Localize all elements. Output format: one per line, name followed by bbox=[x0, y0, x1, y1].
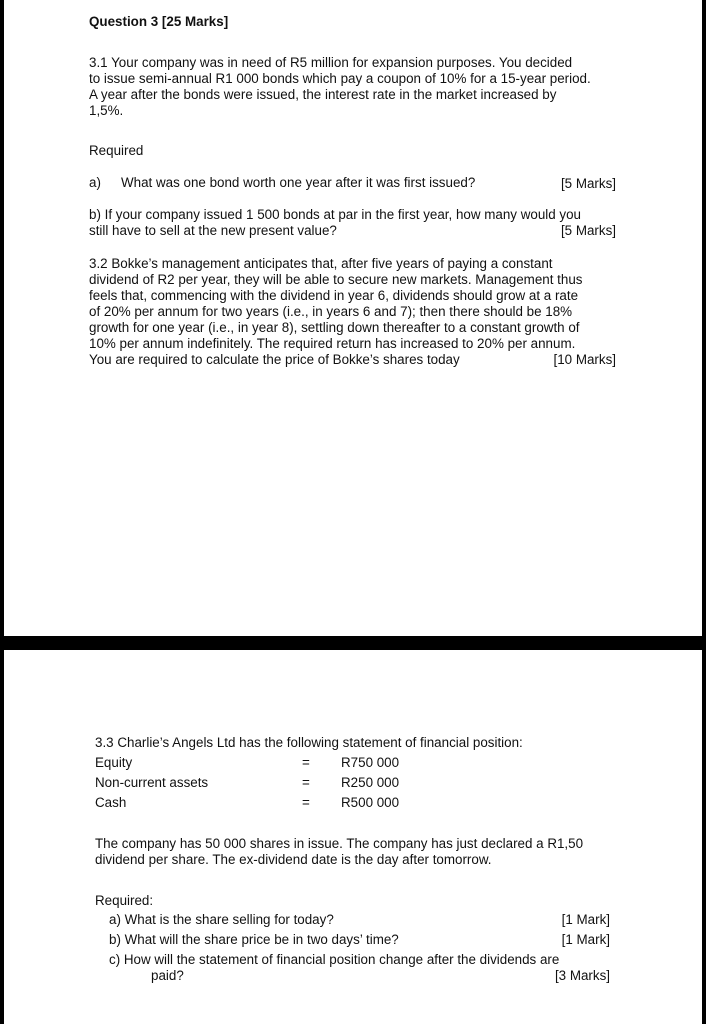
q32-text: 3.2 Bokke’s management anticipates that, after five years of paying a constant dividend of R2 per year, they will be able to secure new markets. Management thus feels that, commencing with the dividend in year 6, dividends should grow at a rate of 20% per annum for two years (i.e., in years 6 and 7); then there should be 18% growth for one year (i.e., in year 8), settling down thereafter to a constant growth of 10% per annum indefinitely. The required return has increased to 20% per annum. bbox=[89, 256, 583, 351]
fp-row-eq: = bbox=[302, 755, 310, 770]
fp-row-value: R750 000 bbox=[341, 755, 400, 770]
q32-last-line: You are required to calculate the price of Bokke’s shares today bbox=[89, 352, 460, 367]
q31-a-marks: [5 Marks] bbox=[560, 176, 616, 191]
q33-b-text: b) What will the share price be in two days’ time? bbox=[109, 932, 399, 947]
q31-required-label: Required bbox=[89, 143, 144, 158]
q31-a-text: What was one bond worth one year after it was first issued? bbox=[121, 175, 476, 190]
q33-a-text: a) What is the share selling for today? bbox=[109, 912, 334, 927]
fp-row-value: R250 000 bbox=[341, 775, 400, 790]
q33-c-marks: [3 Marks] bbox=[554, 968, 610, 983]
q33-paragraph: The company has 50 000 shares in issue. The company has just declared a R1,50 dividend per share. The ex-dividend date is the day after tomorrow. bbox=[95, 836, 584, 867]
fp-row-label: Non-current assets bbox=[95, 775, 209, 790]
q31-a-label: a) bbox=[89, 175, 101, 190]
document-page-2 bbox=[4, 650, 702, 1024]
document-page-1 bbox=[4, 0, 702, 636]
q33-b-marks: [1 Mark] bbox=[561, 932, 610, 947]
q33-intro: 3.3 Charlie’s Angels Ltd has the following statement of financial position: bbox=[95, 735, 523, 750]
q31-b-line1: b) If your company issued 1 500 bonds at par in the first year, how many would you bbox=[89, 207, 582, 222]
question-heading: Question 3 [25 Marks] bbox=[89, 14, 229, 29]
q33-c-line2: paid? bbox=[151, 968, 184, 983]
fp-row-eq: = bbox=[302, 795, 310, 810]
fp-row-value: R500 000 bbox=[341, 795, 400, 810]
fp-row-label: Equity bbox=[95, 755, 133, 770]
q33-a-marks: [1 Mark] bbox=[561, 912, 610, 927]
q31-b-line2: still have to sell at the new present value? bbox=[89, 223, 337, 238]
q31-text: 3.1 Your company was in need of R5 million for expansion purposes. You decided to issue semi-annual R1 000 bonds which pay a coupon of 10% for a 15-year period. A year after the bonds were issued, the interest rate in the market increased by 1,5%. bbox=[89, 55, 591, 118]
q31-b-marks: [5 Marks] bbox=[560, 223, 616, 238]
q33-c-line1: c) How will the statement of financial position change after the dividends are bbox=[109, 952, 560, 967]
fp-row-label: Cash bbox=[95, 795, 127, 810]
q32-marks: [10 Marks] bbox=[553, 352, 616, 367]
fp-row-eq: = bbox=[302, 775, 310, 790]
q33-required-label: Required: bbox=[95, 893, 154, 908]
